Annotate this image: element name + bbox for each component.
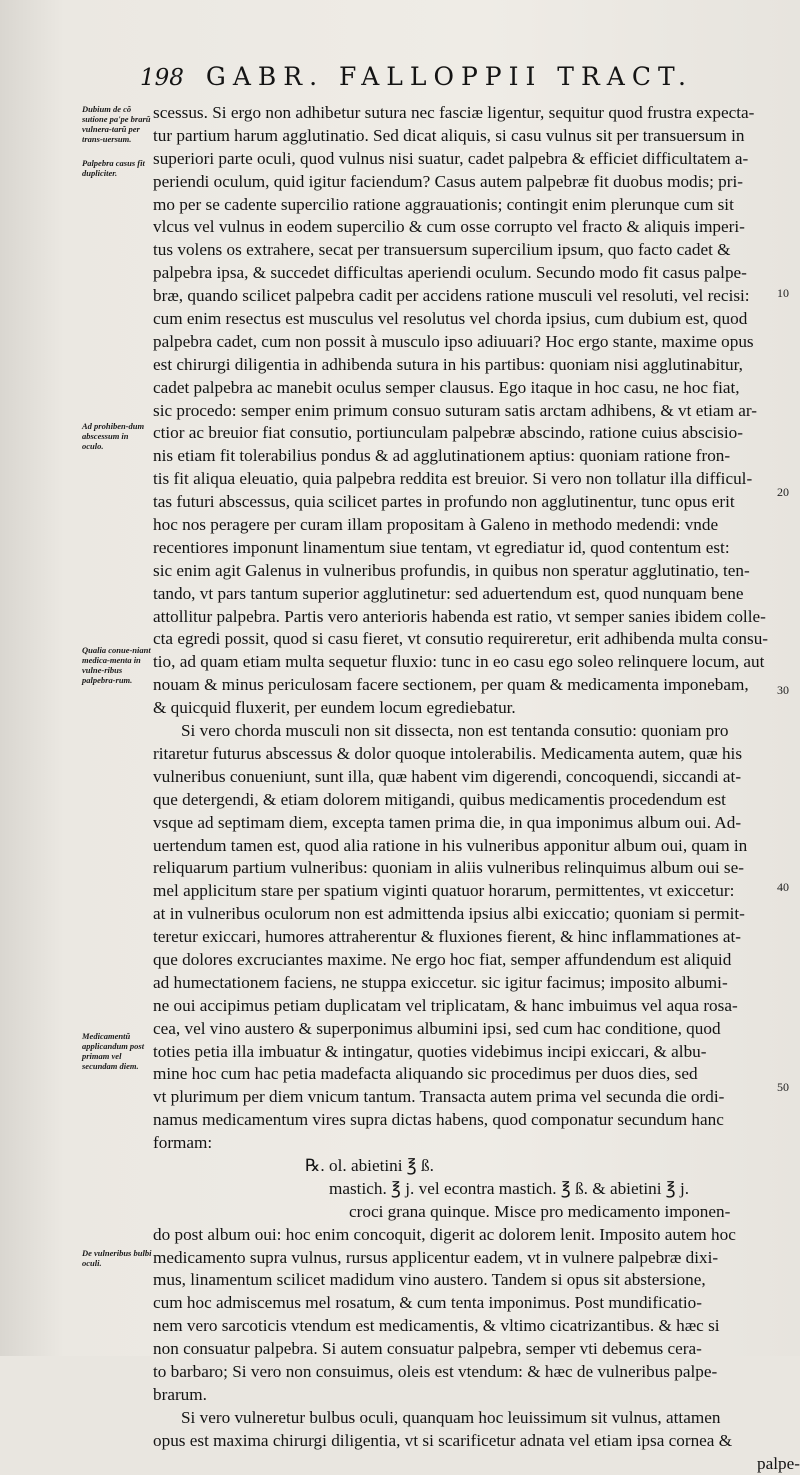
line-number: 30 — [777, 683, 789, 697]
text-line: palpe- — [757, 1453, 800, 1473]
text-line: medicamento supra vulnus, rursus applicentur eadem, vt in vulnere palpebræ dixi- — [153, 1247, 719, 1267]
text-line: palpebra cadet, cum non possit à musculo ipso adiuuari? Hoc ergo stante, maxime opus — [153, 331, 754, 351]
text-line: ctior ac breuior fiat consutio, portiunculam palpebræ abscindo, ratione cuius abscisio- — [153, 423, 743, 443]
text-line: to barbaro; Si vero non consuimus, oleis est vtendum: & hæc de vulneribus palpe- — [153, 1361, 718, 1381]
text-line: periendi oculum, quid igitur faciendum? Casus autem palpebræ fit duobus modis; pri- — [153, 171, 743, 191]
text-line: tis fit aliqua eleuatio, quia palpebra reddita est breuior. Si vero non tollatur illa difficul- — [153, 469, 753, 489]
page-header — [140, 62, 800, 102]
text-line: at in vulneribus oculorum non est admittenda ipsius albi exiccatio; quoniam si permit- — [153, 904, 745, 924]
text-line: tio, ad quam etiam multa sequetur fluxio: tunc in eo casu ego soleo relinquere locum, aut — [153, 652, 765, 672]
line-number: 10 — [777, 286, 789, 300]
text-line: cta egredi possit, quod si casu fieret, vt consutio requireretur, erit adhibenda multa consu- — [153, 629, 769, 649]
text-line: nouam & minus periculosam facere sectionem, per quam & medicamenta imponebam, — [153, 675, 749, 695]
line-number: 40 — [777, 880, 789, 894]
text-line: sic enim agit Galenus in vulneribus profundis, in quibus non speratur agglutinatio, ten- — [153, 560, 750, 580]
text-line: tus volens os extrahere, secat per transuersum supercilium ipsum, quo facto cadet & — [153, 240, 731, 260]
text-line: do post album oui: hoc enim concoquit, digerit ac dolorem lenit. Imposito autem hoc — [153, 1224, 736, 1244]
text-line: tur partium harum agglutinatio. Sed dicat aliquis, si casu vulnus sit per transuersum in — [153, 125, 745, 145]
text-line: namus medicamentum vires supra dictas habens, quod componatur secundum hanc — [153, 1110, 724, 1130]
text-line: uertendum tamen est, quod alia ratione in his vulneribus apponitur album oui, quam in — [153, 835, 748, 855]
text-line: toties petia illa imbuatur & intingatur, quoties videbimus incipi exiccari, & albu- — [153, 1041, 707, 1061]
text-line: ritaretur futurus abscessus & dolor quoque intolerabilis. Medicamenta autem, quæ his — [153, 743, 743, 763]
text-line: vlcus vel vulnus in eodem supercilio & cum osse corrupto vel fracto & aliquis imperi- — [153, 217, 745, 237]
margin-note: Palpebra casus fit dupliciter. — [82, 158, 145, 178]
text-line: non consuatur palpebra. Si autem consuatur palpebra, semper vti debemus cera- — [153, 1339, 702, 1359]
text-line: sic procedo: semper enim primum consuo suturam satis arctam adhibens, & vt etiam ar- — [153, 400, 757, 420]
text-line: nem vero sarcoticis vtendum est medicamentis, & vltimo cicatrizantibus. & hæc si — [153, 1316, 720, 1336]
text-line: Si vero chorda musculi non sit dissecta, non est tentanda consutio: quoniam pro — [181, 721, 729, 741]
text-line: vsque ad septimam diem, excepta tamen prima die, in qua imponimus album oui. Ad- — [153, 812, 742, 832]
margin-note: De vulneribus bulbi oculi. — [82, 1248, 152, 1268]
text-line: ne oui accipimus petiam duplicatam vel triplicatam, & hanc imbuimus vel aqua rosa- — [153, 995, 738, 1015]
main-text — [153, 102, 800, 1475]
text-line: mel applicitum stare per spatium viginti quatuor horarum, permittentes, vt exiccetur: — [153, 881, 735, 901]
text-line: teretur exiccari, humores attraherentur & fluxiones fierent, & hinc inflammationes at- — [153, 927, 741, 947]
text-line: cea, vel vino austero & superponimus albumini ipsi, sed cum hac conditione, quod — [153, 1018, 721, 1038]
text-line: mus, linamentum scilicet madidum vino austero. Tandem si opus sit abstersione, — [153, 1270, 706, 1290]
text-line: scessus. Si ergo non adhibetur sutura nec fasciæ ligentur, sequitur quod frustra expecta- — [153, 103, 755, 122]
text-line: vt plurimum per diem vnicum tantum. Transacta autem prima vel secunda die ordi- — [153, 1087, 725, 1107]
text-line: Si vero vulneretur bulbus oculi, quanquam hoc leuissimum sit vulnus, attamen — [181, 1407, 721, 1427]
text-line: opus est maxima chirurgi diligentia, vt si scarificetur adnata vel etiam ipsa cornea & — [153, 1430, 733, 1450]
text-line: cum enim resectus est musculus vel resolutus vel chorda ipsius, cum dubium est, quod — [153, 309, 748, 329]
text-line: bræ, quando scilicet palpebra cadit per accidens ratione musculi vel resoluti, vel recisi: — [153, 286, 750, 306]
text-line: palpebra ipsa, & succedet difficultas aperiendi oculum. Secundo modo fit casus palpe- — [153, 263, 747, 283]
text-line: mo per se cadente supercilio ratione aggrauationis; contingit enim plerunque cum sit — [153, 194, 734, 214]
text-line: mastich. ℥ j. vel econtra mastich. ℥ ß. & abietini ℥ j. — [329, 1178, 690, 1198]
text-line: superiori parte oculi, quod vulnus nisi suatur, cadet palpebra & efficiet difficultatem a- — [153, 148, 749, 168]
text-line: & quicquid fluxerit, per eundem locum egrediebatur. — [153, 698, 516, 718]
text-line: cadet palpebra ac manebit oculus semper clausus. Ego itaque in hoc casu, ne hoc fiat, — [153, 377, 740, 397]
text-line: ad humectationem faciens, ne stuppa exiccetur. sic igitur facimus; imposito albumi- — [153, 972, 728, 992]
margin-note: Dubium de cõ sutione pa'pe brarũ vulnera-tarũ per trans-uersum. — [82, 104, 151, 144]
margin-note: Qualia conue-niant medica-menta in vulne-ribus palpebra-rum. — [82, 645, 151, 685]
line-number: 50 — [777, 1080, 789, 1094]
text-line: croci grana quinque. Misce pro medicamento imponen- — [349, 1201, 731, 1221]
line-number: 20 — [777, 485, 789, 499]
margin-note: Medicamentũ applicandum post primam vel secundam diem. — [82, 1031, 145, 1071]
text-line: hoc nos peragere per curam illam propositam à Galeno in methodo medendi: vnde — [153, 515, 719, 535]
text-line: nis etiam fit tolerabilius pondus & ad agglutinationem aptius: quoniam ratione fron- — [153, 446, 731, 466]
running-title: GABR. FALLOPPII TRACT. — [205, 62, 693, 91]
text-line: formam: — [153, 1133, 213, 1153]
text-line: ℞. ol. abietini ℥ ß. — [305, 1155, 434, 1175]
text-line: tando, vt pars tantum superior agglutinetur: sed aduertendum est, quod nunquam bene — [153, 583, 744, 603]
text-line: tas futuri abscessus, quia scilicet partes in profundo non agglutinentur, tunc opus erit — [153, 492, 735, 512]
text-line: est chirurgi diligentia in adhibenda sutura in his partibus: quoniam nisi agglutinabitur, — [153, 354, 743, 374]
text-line: vulneribus conueniunt, sunt illa, quæ habent vim digerendi, concoquendi, siccandi at- — [153, 766, 742, 786]
margin-note: Ad prohiben-dum abscessum in oculo. — [82, 421, 145, 451]
text-line: cum hoc admiscemus mel rosatum, & cum tenta imponimus. Post mundificatio- — [153, 1293, 702, 1313]
text-line: reliquarum partium vulneribus: quoniam in aliis vulneribus relinquimus album oui se- — [153, 858, 744, 878]
text-line: que dolores excruciantes maxime. Ne ergo hoc fiat, semper affundendum est aliquid — [153, 949, 732, 969]
page-number: 198 — [140, 65, 184, 91]
text-line: que detergendi, & etiam dolorem mitigandi, quibus medicamentis procedendum est — [153, 789, 726, 809]
text-line: mine hoc cum hac petia madefacta aliquando sic procedimus per duos dies, sed — [153, 1064, 698, 1084]
text-line: brarum. — [153, 1384, 207, 1404]
margin-notes — [82, 0, 152, 1356]
text-line: attollitur palpebra. Partis vero anterioris habenda est ratio, vt semper sanies ibidem colle- — [153, 606, 766, 626]
text-line: recentiores imponunt linamentum siue tentam, vt egrediatur id, quod contentum est: — [153, 537, 730, 557]
